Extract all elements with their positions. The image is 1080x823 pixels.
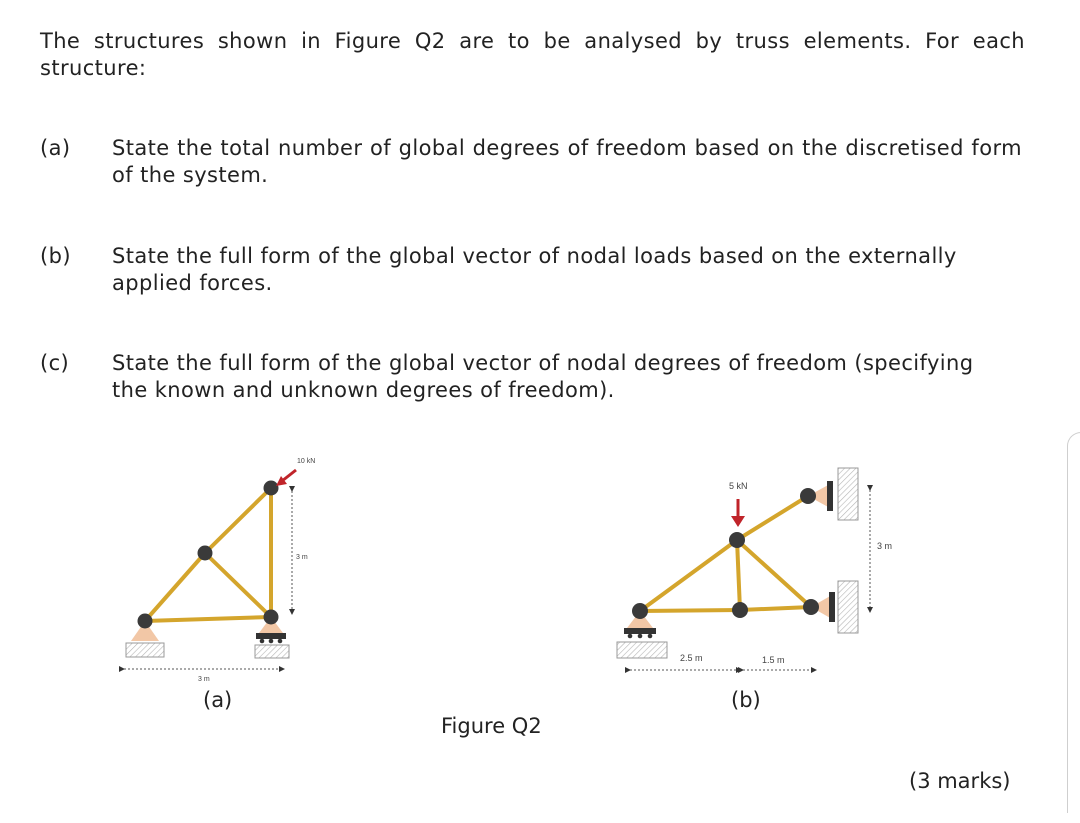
dim-height-label-a: 3 m — [296, 554, 308, 561]
members-b — [640, 496, 811, 611]
question-intro: The structures shown in Figure Q2 are to be analysed by truss elements. For each structure: — [40, 29, 1025, 80]
node-a-4 — [264, 610, 279, 625]
node-b-1 — [632, 603, 648, 619]
member-a-diag-upper — [205, 488, 271, 553]
load-arrow-a — [276, 470, 296, 486]
figure-caption: Figure Q2 — [441, 714, 542, 738]
truss-b — [617, 468, 892, 670]
member-a-inner — [205, 553, 271, 617]
node-a-3 — [264, 481, 279, 496]
member-b-left-diag — [640, 540, 737, 611]
member-b-bottom-left — [640, 610, 740, 611]
part-b-text: State the full form of the global vector of nodal loads based on the externally applied forces. — [112, 244, 957, 295]
node-a-1 — [138, 614, 153, 629]
dim-height-label-b: 3 m — [877, 541, 893, 551]
load-label-a: 10 kN — [297, 458, 316, 465]
node-b-4 — [800, 488, 816, 504]
member-b-right-diag — [737, 540, 811, 607]
part-a-text: State the total number of global degrees of freedom based on the discretised form of the system. — [112, 136, 1022, 187]
truss-a — [124, 458, 315, 683]
node-b-5 — [803, 599, 819, 615]
node-b-3 — [732, 602, 748, 618]
marks-label: (3 marks) — [909, 769, 1011, 793]
page-edge-handle[interactable] — [1067, 432, 1080, 813]
part-c-label: (c) — [40, 351, 70, 375]
member-b-vertical — [737, 540, 740, 610]
dim-left-label-b: 2.5 m — [680, 653, 703, 663]
part-a-label: (a) — [40, 136, 71, 160]
node-b-2 — [729, 532, 745, 548]
load-arrow-b — [731, 499, 745, 527]
dim-right-label-b: 1.5 m — [762, 655, 785, 665]
member-a-bottom — [145, 617, 271, 621]
part-b-label: (b) — [40, 244, 71, 268]
member-b-bottom-right — [740, 607, 811, 610]
node-a-2 — [198, 546, 213, 561]
load-label-b: 5 kN — [729, 481, 748, 491]
figure-a-label: (a) — [203, 688, 233, 712]
member-b-top — [737, 496, 808, 540]
part-c-text: State the full form of the global vector of nodal degrees of freedom (specifying the known and unknown degrees of freedom). — [112, 351, 974, 402]
figure-b-label: (b) — [731, 688, 761, 712]
dim-width-label-a: 3 m — [198, 676, 210, 683]
member-a-diag-lower — [145, 553, 205, 621]
